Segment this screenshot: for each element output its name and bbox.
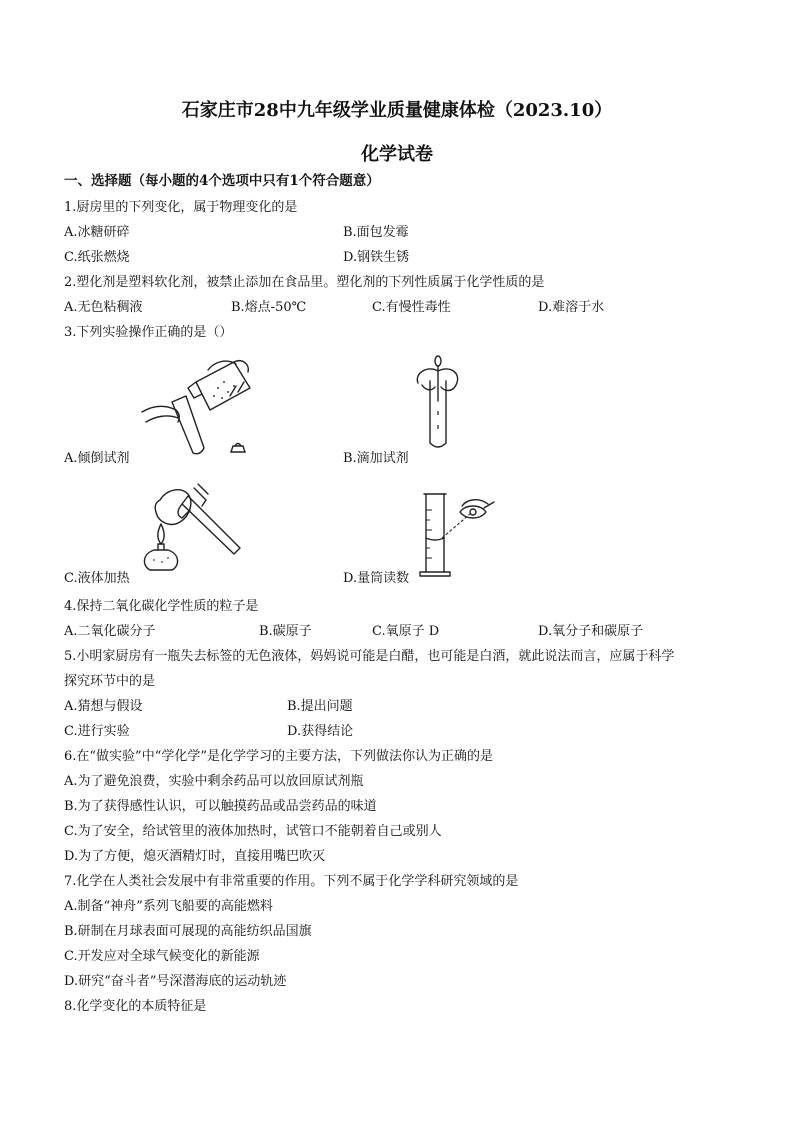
question-8-stem: 8.化学变化的本质特征是 bbox=[64, 999, 207, 1014]
figure-dropping-reagent bbox=[408, 355, 468, 457]
question-5-option-c: C.进行实验 bbox=[64, 724, 130, 739]
question-1-option-a: A.冰糖研碎 bbox=[64, 225, 130, 240]
question-5-stem-line2: 探究环节中的是 bbox=[64, 674, 156, 689]
question-5-stem-line1: 5.小明家厨房有一瓶失去标签的无色液体，妈妈说可能是白醋，也可能是白酒，就此说法而言，应属于科学 bbox=[64, 649, 675, 664]
question-2-option-d: D.难溶于水 bbox=[538, 300, 605, 315]
question-3-option-a: A.倾倒试剂 bbox=[64, 451, 130, 466]
question-6-option-c: C.为了安全，给试管里的液体加热时，试管口不能朝着自己或别人 bbox=[64, 824, 442, 839]
figure-heating-liquid bbox=[136, 482, 246, 586]
question-7-stem: 7.化学在人类社会发展中有非常重要的作用。下列不属于化学学科研究领域的是 bbox=[64, 874, 519, 889]
question-4-option-a: A.二氧化碳分子 bbox=[64, 624, 156, 639]
question-5-option-a: A.猜想与假设 bbox=[64, 699, 143, 714]
question-2-option-c: C.有慢性毒性 bbox=[372, 300, 451, 315]
question-1-option-b: B.面包发霉 bbox=[343, 225, 409, 240]
question-7-option-a: A.制备“神舟”系列飞船要的高能燃料 bbox=[64, 899, 273, 914]
figure-pouring-reagent bbox=[138, 352, 268, 461]
question-5-option-d: D.获得结论 bbox=[287, 724, 354, 739]
question-1-option-d: D.钢铁生锈 bbox=[343, 250, 410, 265]
section-heading: 一、选择题（每小题的4个选项中只有1个符合题意） bbox=[64, 173, 380, 189]
question-3-stem: 3.下列实验操作正确的是（） bbox=[64, 325, 233, 340]
figure-cylinder-reading bbox=[418, 490, 498, 586]
question-2-option-b: B.熔点-50℃ bbox=[231, 300, 307, 315]
question-4-stem: 4.保持二氧化碳化学性质的粒子是 bbox=[64, 599, 259, 614]
question-7-option-c: C.开发应对全球气候变化的新能源 bbox=[64, 949, 260, 964]
question-4-option-b: B.碳原子 bbox=[259, 624, 312, 639]
question-1-stem: 1.厨房里的下列变化，属于物理变化的是 bbox=[64, 200, 298, 215]
question-2-stem: 2.塑化剂是塑料软化剂，被禁止添加在食品里。塑化剂的下列性质属于化学性质的是 bbox=[64, 275, 545, 290]
question-2-option-a: A.无色粘稠液 bbox=[64, 300, 143, 315]
question-6-option-a: A.为了避免浪费，实验中剩余药品可以放回原试剂瓶 bbox=[64, 774, 364, 789]
question-7-option-b: B.研制在月球表面可展现的高能纺织品国旗 bbox=[64, 924, 312, 939]
question-3-option-d: D.量筒读数 bbox=[343, 571, 410, 586]
question-6-stem: 6.在“做实验”中“学化学”是化学学习的主要方法，下列做法你认为正确的是 bbox=[64, 749, 493, 764]
exam-title: 石家庄市28中九年级学业质量健康体检（2023.10） bbox=[181, 100, 613, 121]
question-1-option-c: C.纸张燃烧 bbox=[64, 250, 130, 265]
question-5-option-b: B.提出问题 bbox=[287, 699, 353, 714]
question-4-option-c: C.氧原子 D bbox=[372, 624, 440, 639]
question-7-option-d: D.研究“奋斗者”号深潜海底的运动轨迹 bbox=[64, 974, 287, 989]
question-4-option-d: D.氧分子和碳原子 bbox=[538, 624, 644, 639]
question-3-option-c: C.液体加热 bbox=[64, 571, 130, 586]
question-3-option-b: B.滴加试剂 bbox=[343, 451, 409, 466]
question-6-option-d: D.为了方便，熄灭酒精灯时，直接用嘴巴吹灭 bbox=[64, 849, 326, 864]
exam-subtitle: 化学试卷 bbox=[361, 144, 433, 165]
question-6-option-b: B.为了获得感性认识，可以触摸药品或品尝药品的味道 bbox=[64, 799, 377, 814]
